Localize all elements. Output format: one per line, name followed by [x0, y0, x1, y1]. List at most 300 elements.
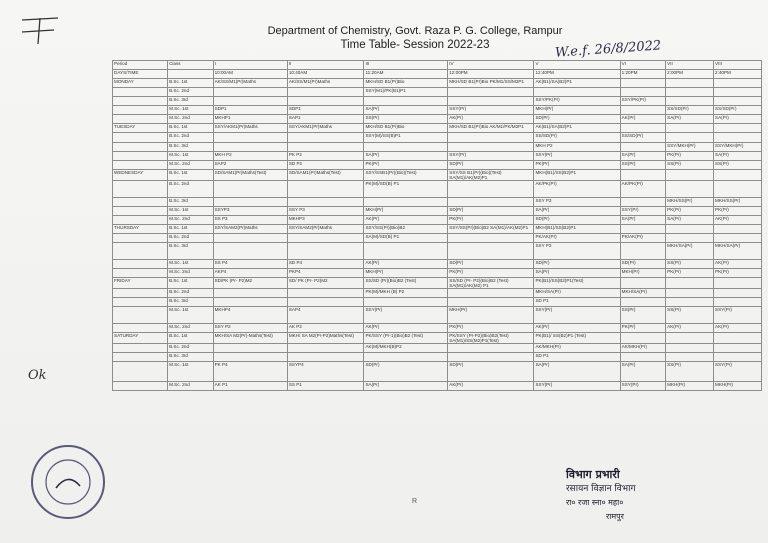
period-cell: VII [666, 61, 714, 70]
timetable-row [113, 225, 762, 234]
period-cell: SA(Pr) [534, 269, 620, 278]
class-cell [168, 70, 214, 79]
day-cell [113, 207, 168, 216]
period-cell: MKH(Pr) [364, 269, 448, 278]
period-cell: 10:40AM [287, 70, 364, 79]
period-cell: 1:20PM [620, 70, 666, 79]
timetable-row [113, 88, 762, 97]
day-cell [113, 115, 168, 124]
period-cell [534, 88, 620, 97]
timetable-row [113, 289, 762, 298]
timetable-row [113, 269, 762, 278]
period-cell [364, 243, 448, 260]
period-cell: MKH/SD B1(Pr)Bio AK/M1/PK/M2P1 [448, 124, 534, 133]
period-cell: SD P1 [534, 298, 620, 307]
signature-line-3: रा० रजा स्ना० महा० [566, 498, 624, 507]
period-cell [448, 243, 534, 260]
period-cell: SD(Pr) [364, 362, 448, 382]
period-cell [666, 170, 714, 181]
timetable-row [113, 106, 762, 115]
period-cell: SS P3 [213, 216, 287, 225]
class-cell: B.Sc. 1st [168, 225, 214, 234]
period-cell: PK/SSY (Pr-1)(Bio)B2 (Test) [364, 333, 448, 344]
signature-line-1: विभाग प्रभारी [566, 468, 620, 481]
period-cell [213, 133, 287, 143]
period-cell: AK P1 [213, 382, 287, 391]
period-cell: PK(Pr) [666, 269, 714, 278]
period-cell: SS P1 [287, 382, 364, 391]
period-cell: SS/SD(Pr) [666, 106, 714, 115]
day-cell [113, 88, 168, 97]
period-cell: SSY(Pr) [620, 382, 666, 391]
period-cell [448, 198, 534, 207]
period-cell: SS(Pr) [620, 307, 666, 324]
class-cell: M.Sc. 1st [168, 152, 214, 161]
timetable-row [113, 333, 762, 344]
period-cell: III [364, 61, 448, 70]
period-cell: SSY/SS B1(Pr)(Bio)(Test) SA(M1)/AK(M2)P1 [448, 170, 534, 181]
period-cell: SS/SD (Pr)(Bio)B2 (Test) [364, 278, 448, 289]
class-cell: M.Sc. 1st [168, 106, 214, 115]
day-cell [113, 198, 168, 207]
period-cell: SSY/PK(Pr) [620, 97, 666, 106]
period-cell: SSY(Pr) [620, 207, 666, 216]
period-cell: MKH(B1)/SS(B2)P1 [534, 225, 620, 234]
timetable-row [113, 79, 762, 88]
period-cell [620, 88, 666, 97]
period-cell: SS(Pr) [714, 161, 762, 170]
period-cell: SA(Pr) [620, 152, 666, 161]
period-cell: SD(Pr) [448, 260, 534, 269]
period-cell: SSY/SAM2(Pr)Maths [213, 225, 287, 234]
class-cell: B.Sc. 1st [168, 170, 214, 181]
period-cell: MKH(Pr) [534, 106, 620, 115]
period-cell: SSY(Pr) [714, 362, 762, 382]
timetable-row [113, 143, 762, 152]
period-cell [666, 88, 714, 97]
period-cell: SD(Pr) [534, 115, 620, 124]
period-cell: PK(B1)/SS(B2)P1(Test) [534, 278, 620, 289]
period-cell [213, 243, 287, 260]
period-cell [666, 344, 714, 353]
period-cell: SSY/MKH(Pr) [714, 143, 762, 152]
period-cell [448, 88, 534, 97]
period-cell: SSY/SS(Pr)(Bio)B2 SA(M1)/AK(M2)P1 [448, 225, 534, 234]
class-cell: M.Sc. 1st [168, 362, 214, 382]
period-cell: 12:40PM [534, 70, 620, 79]
period-cell [287, 243, 364, 260]
period-cell: SD/ PK (Pr- P2)M2 [287, 278, 364, 289]
class-cell: M.Sc. 2nd [168, 161, 214, 170]
period-cell: SA(Pr) [620, 362, 666, 382]
period-cell: SSY P3 [534, 198, 620, 207]
period-cell: PK(M)/SD(B) P1 [364, 181, 448, 198]
period-cell: SSYP3 [213, 207, 287, 216]
period-cell [666, 225, 714, 234]
period-cell [448, 97, 534, 106]
period-cell [448, 181, 534, 198]
period-cell: PK P2 [287, 152, 364, 161]
period-cell: MKH P2 [213, 152, 287, 161]
period-cell: SD P1 [534, 353, 620, 362]
timetable-row [113, 97, 762, 106]
period-cell: SDP1 [287, 106, 364, 115]
period-cell: SA(Pr) [620, 216, 666, 225]
period-cell [666, 234, 714, 243]
period-cell: PK(Pr) [714, 269, 762, 278]
day-cell [113, 234, 168, 243]
period-cell [287, 298, 364, 307]
period-cell: IV [448, 61, 534, 70]
period-cell: SD(Pr) [534, 216, 620, 225]
period-cell: AK P2 [287, 324, 364, 333]
period-cell: SS/SD(Pr) [534, 133, 620, 143]
period-cell: SAP2 [213, 161, 287, 170]
period-cell: SSYP4 [287, 362, 364, 382]
period-cell: AK(Pr) [364, 216, 448, 225]
period-cell [213, 181, 287, 198]
period-cell: SSY(Pr) [714, 307, 762, 324]
period-cell: SS(Pr) [666, 362, 714, 382]
handwritten-side-note: Ok [28, 368, 47, 383]
class-cell: B.Sc. 3rd [168, 97, 214, 106]
period-cell: MKH(Pr) [364, 207, 448, 216]
period-cell [714, 124, 762, 133]
period-cell [213, 344, 287, 353]
timetable-row [113, 298, 762, 307]
class-cell: M.Sc. 1st [168, 307, 214, 324]
class-cell: M.Sc. 2nd [168, 324, 214, 333]
period-cell: SA(Pr) [534, 207, 620, 216]
signature-line-2: रसायन विज्ञान विभाग [566, 484, 636, 494]
class-cell: B.Sc. 2nd [168, 234, 214, 243]
day-cell [113, 161, 168, 170]
period-cell: MKH/SD B1(Pr)Bio [364, 124, 448, 133]
period-cell: SD P2 [287, 161, 364, 170]
period-cell [620, 298, 666, 307]
period-cell: AK/MKH(Pr) [534, 344, 620, 353]
period-cell: SSY P2 [213, 324, 287, 333]
day-cell [113, 362, 168, 382]
period-cell [666, 333, 714, 344]
period-cell [714, 79, 762, 88]
period-cell: MKH P2 [534, 143, 620, 152]
period-cell [620, 198, 666, 207]
timetable-row [113, 324, 762, 333]
period-cell: MKHP1 [213, 115, 287, 124]
period-cell: MKH/SA(Pr) [714, 243, 762, 260]
period-cell [287, 198, 364, 207]
period-cell: SSY(Pr) [534, 382, 620, 391]
period-cell: AK(Pr) [714, 216, 762, 225]
period-cell: I [213, 61, 287, 70]
period-cell: SS/SD(Pr) [714, 106, 762, 115]
period-cell: SA(Pr) [364, 152, 448, 161]
day-cell [113, 353, 168, 362]
timetable-row [113, 152, 762, 161]
period-cell: AK(Pr) [666, 324, 714, 333]
period-cell: PK(Pr) [714, 207, 762, 216]
timetable-row [113, 243, 762, 260]
period-cell: AK/PK(Pr) [620, 181, 666, 198]
period-cell: SD/SAM1(Pr)Maths(Test) [287, 170, 364, 181]
period-cell [620, 225, 666, 234]
period-cell: SSY P3 [287, 207, 364, 216]
signature-line-4: रामपुर [606, 512, 624, 521]
period-cell: SSY/MKH(Pr) [666, 143, 714, 152]
department-heading: Department of Chemistry, Govt. Raza P. G. College, Rampur [267, 25, 563, 37]
timetable-row [113, 198, 762, 207]
timetable-row [113, 216, 762, 225]
period-cell: SD(Pr) [534, 260, 620, 269]
period-cell [714, 353, 762, 362]
period-cell: PK(Pr) [364, 161, 448, 170]
period-cell: MKH/SS(Pr) [666, 198, 714, 207]
period-cell [287, 234, 364, 243]
timetable-row [113, 234, 762, 243]
period-cell: SSY/AKM1(Pr)Maths [213, 124, 287, 133]
period-cell [448, 353, 534, 362]
day-cell [113, 97, 168, 106]
period-cell [666, 353, 714, 362]
period-cell [714, 88, 762, 97]
period-cell: AK/SS/M1(Pr)Maths [213, 79, 287, 88]
period-cell: AK(M)/MKH(B)P2 [364, 344, 448, 353]
period-cell [448, 133, 534, 143]
day-cell: Period [113, 61, 168, 70]
period-cell [287, 88, 364, 97]
period-cell: SAP4 [287, 307, 364, 324]
day-cell [113, 143, 168, 152]
period-cell [213, 97, 287, 106]
period-cell: SA(Pr) [364, 106, 448, 115]
class-cell: B.Sc. 3rd [168, 243, 214, 260]
period-cell [714, 225, 762, 234]
day-cell [113, 181, 168, 198]
period-cell: VI [620, 61, 666, 70]
period-cell: SSY(Pr) [534, 307, 620, 324]
period-cell [213, 143, 287, 152]
handwritten-wef-date: W.e.f. 26/8/2022 [554, 38, 662, 61]
period-cell: SSY/SAM2(Pr)Maths [287, 225, 364, 234]
period-cell [364, 97, 448, 106]
period-cell: MKHP4 [213, 307, 287, 324]
period-cell: SA(Pr) [714, 152, 762, 161]
period-cell: SSY(M1)/PK(B1)P1 [364, 88, 448, 97]
timetable-row [113, 181, 762, 198]
period-cell: SSY(Pr) [534, 152, 620, 161]
class-cell: B.Sc. 1st [168, 278, 214, 289]
period-cell: AK(B1)/SA(B2)P1 [534, 124, 620, 133]
day-cell [113, 307, 168, 324]
period-cell [213, 88, 287, 97]
period-cell: MKH(B1)/SS(B2)P1 [534, 170, 620, 181]
period-cell: SS/SD (Pr- P2)(Bio)B2 (Test) SA(M1)/AK(M2) P1 [448, 278, 534, 289]
period-cell: SSY/AKM1(Pr)Maths [287, 124, 364, 133]
day-cell: FRIDAY [113, 278, 168, 289]
period-cell: 2:40PM [714, 70, 762, 79]
period-cell: AK(Pr) [448, 382, 534, 391]
class-cell: M.Sc. 2nd [168, 382, 214, 391]
period-cell [448, 289, 534, 298]
period-cell: SS(Pr) [666, 307, 714, 324]
timetable-row [113, 362, 762, 382]
timetable-row [113, 124, 762, 133]
period-cell: SD(Pr) [448, 362, 534, 382]
period-cell: SSY(Pr) [448, 152, 534, 161]
class-cell: M.Sc. 2nd [168, 115, 214, 124]
day-cell [113, 152, 168, 161]
period-cell [448, 344, 534, 353]
period-cell: SS(Pr) [364, 115, 448, 124]
timetable-row [113, 353, 762, 362]
class-cell: B.Sc. 2nd [168, 181, 214, 198]
period-cell [714, 133, 762, 143]
period-cell [714, 97, 762, 106]
period-cell: SS(Pr) [620, 161, 666, 170]
period-cell: MKH/SS(Pr) [714, 198, 762, 207]
period-cell: 10:00AM [213, 70, 287, 79]
period-cell: PK/AK(Pr) [620, 234, 666, 243]
period-cell: SSY/SS(Pr)(Bio)B2 [364, 225, 448, 234]
period-cell [213, 289, 287, 298]
period-cell: VIII [714, 61, 762, 70]
class-cell: M.Sc. 2nd [168, 216, 214, 225]
session-heading: Time Table- Session 2022-23 [340, 39, 490, 51]
period-cell [620, 79, 666, 88]
timetable-row [113, 382, 762, 391]
period-cell: SS P4 [213, 260, 287, 269]
period-cell: SA(Pr) [666, 216, 714, 225]
period-cell: AK(Pr) [714, 324, 762, 333]
day-cell: MONDAY [113, 79, 168, 88]
period-cell: MKH(Pr) [666, 382, 714, 391]
period-cell [620, 243, 666, 260]
period-cell: II [287, 61, 364, 70]
period-cell: PK(Pr) [620, 324, 666, 333]
period-cell: SSY P3 [534, 243, 620, 260]
class-cell: B.Sc. 2nd [168, 88, 214, 97]
period-cell [448, 298, 534, 307]
class-cell: B.Sc. 1st [168, 333, 214, 344]
period-cell [287, 289, 364, 298]
period-cell [620, 353, 666, 362]
period-cell: MKH(Pr) [620, 269, 666, 278]
class-cell: B.Sc. 3rd [168, 143, 214, 152]
class-cell: Class [168, 61, 214, 70]
period-cell: 2:00PM [666, 70, 714, 79]
period-cell: SS/SD(Pr) [620, 133, 666, 143]
period-cell: PK(Pr) [448, 216, 534, 225]
period-cell: AK/MKH(Pr) [620, 344, 666, 353]
period-cell: SS(Pr) [666, 260, 714, 269]
period-cell: SA(Pr) [666, 115, 714, 124]
period-cell: MKH/SA(Pr) [534, 289, 620, 298]
period-cell: AK(Pr) [364, 260, 448, 269]
period-cell: MKH/ SA M2(Pr-P2)Maths(Test) [287, 333, 364, 344]
day-cell [113, 106, 168, 115]
period-cell [287, 181, 364, 198]
day-cell: WEDNESDAY [113, 170, 168, 181]
class-cell: B.Sc. 3rd [168, 198, 214, 207]
period-cell: MKH(Pr) [714, 382, 762, 391]
period-cell: SA(M)/SD(B) P1 [364, 234, 448, 243]
period-cell [213, 198, 287, 207]
period-cell [620, 333, 666, 344]
period-cell: SA(Pr) [364, 382, 448, 391]
period-cell [620, 170, 666, 181]
day-cell: DAYS/TIME [113, 70, 168, 79]
period-cell [364, 298, 448, 307]
timetable-header-row [113, 61, 762, 70]
period-cell: SSY/SSB1(Pr)(Bio)(Test) [364, 170, 448, 181]
period-cell [364, 353, 448, 362]
period-cell: SSY/PK(Pr) [534, 97, 620, 106]
corner-pen-mark-icon [18, 14, 78, 54]
period-cell [620, 124, 666, 133]
period-cell: AK/SS/M1(Pr)Maths [287, 79, 364, 88]
period-cell: SA(Pr) [534, 362, 620, 382]
timetable-row [113, 278, 762, 289]
period-cell: 12:00PM [448, 70, 534, 79]
period-cell [620, 143, 666, 152]
period-cell: PK/SSY (Pr-P2)(Bio)B2(Test) SA(M1)/SS(M2)P1(Test) [448, 333, 534, 344]
period-cell: PK(Pr) [666, 152, 714, 161]
period-cell [714, 289, 762, 298]
period-cell [666, 298, 714, 307]
timetable [112, 60, 762, 391]
period-cell: MKHP3 [287, 216, 364, 225]
timetable-row [113, 70, 762, 79]
hod-signature-block [566, 468, 636, 524]
day-cell [113, 260, 168, 269]
day-cell: TUESDAY [113, 124, 168, 133]
period-cell [714, 344, 762, 353]
period-cell: SD P4 [287, 260, 364, 269]
period-cell: SD/SAM1(Pr)Maths(Test) [213, 170, 287, 181]
timetable-row [113, 307, 762, 324]
period-cell: SSY(Pr) [448, 106, 534, 115]
day-cell [113, 243, 168, 260]
period-cell [213, 234, 287, 243]
period-cell: PK(M)/MKH (B) P2 [364, 289, 448, 298]
period-cell: MKH/SD B1(Pr)Bio [364, 79, 448, 88]
period-cell: SA(Pr) [714, 115, 762, 124]
timetable-row [113, 133, 762, 143]
period-cell: AK(B1)/SA(B2)P1 [534, 79, 620, 88]
period-cell [714, 170, 762, 181]
period-cell: PK(Pr) [448, 269, 534, 278]
period-cell [666, 181, 714, 198]
period-cell: PK(Pr) [534, 161, 620, 170]
day-cell [113, 344, 168, 353]
class-cell: M.Sc. 1st [168, 260, 214, 269]
period-cell: PK/AK(Pr) [534, 234, 620, 243]
period-cell: SAP1 [287, 115, 364, 124]
timetable-row [113, 115, 762, 124]
period-cell: V [534, 61, 620, 70]
period-cell: AK/PK(Pr) [534, 181, 620, 198]
document-title [250, 24, 580, 52]
day-cell [113, 216, 168, 225]
period-cell: MKH/SA(Pr) [666, 243, 714, 260]
period-cell: MKH/SA M2(Pr)-Maths(Test) [213, 333, 287, 344]
period-cell: SSY(M)/SS(B)P1 [364, 133, 448, 143]
timetable-row [113, 260, 762, 269]
period-cell: AK(Pr) [714, 260, 762, 269]
period-cell: PK(Pr) [448, 324, 534, 333]
period-cell: SD/PK (Pr- P2)M2 [213, 278, 287, 289]
